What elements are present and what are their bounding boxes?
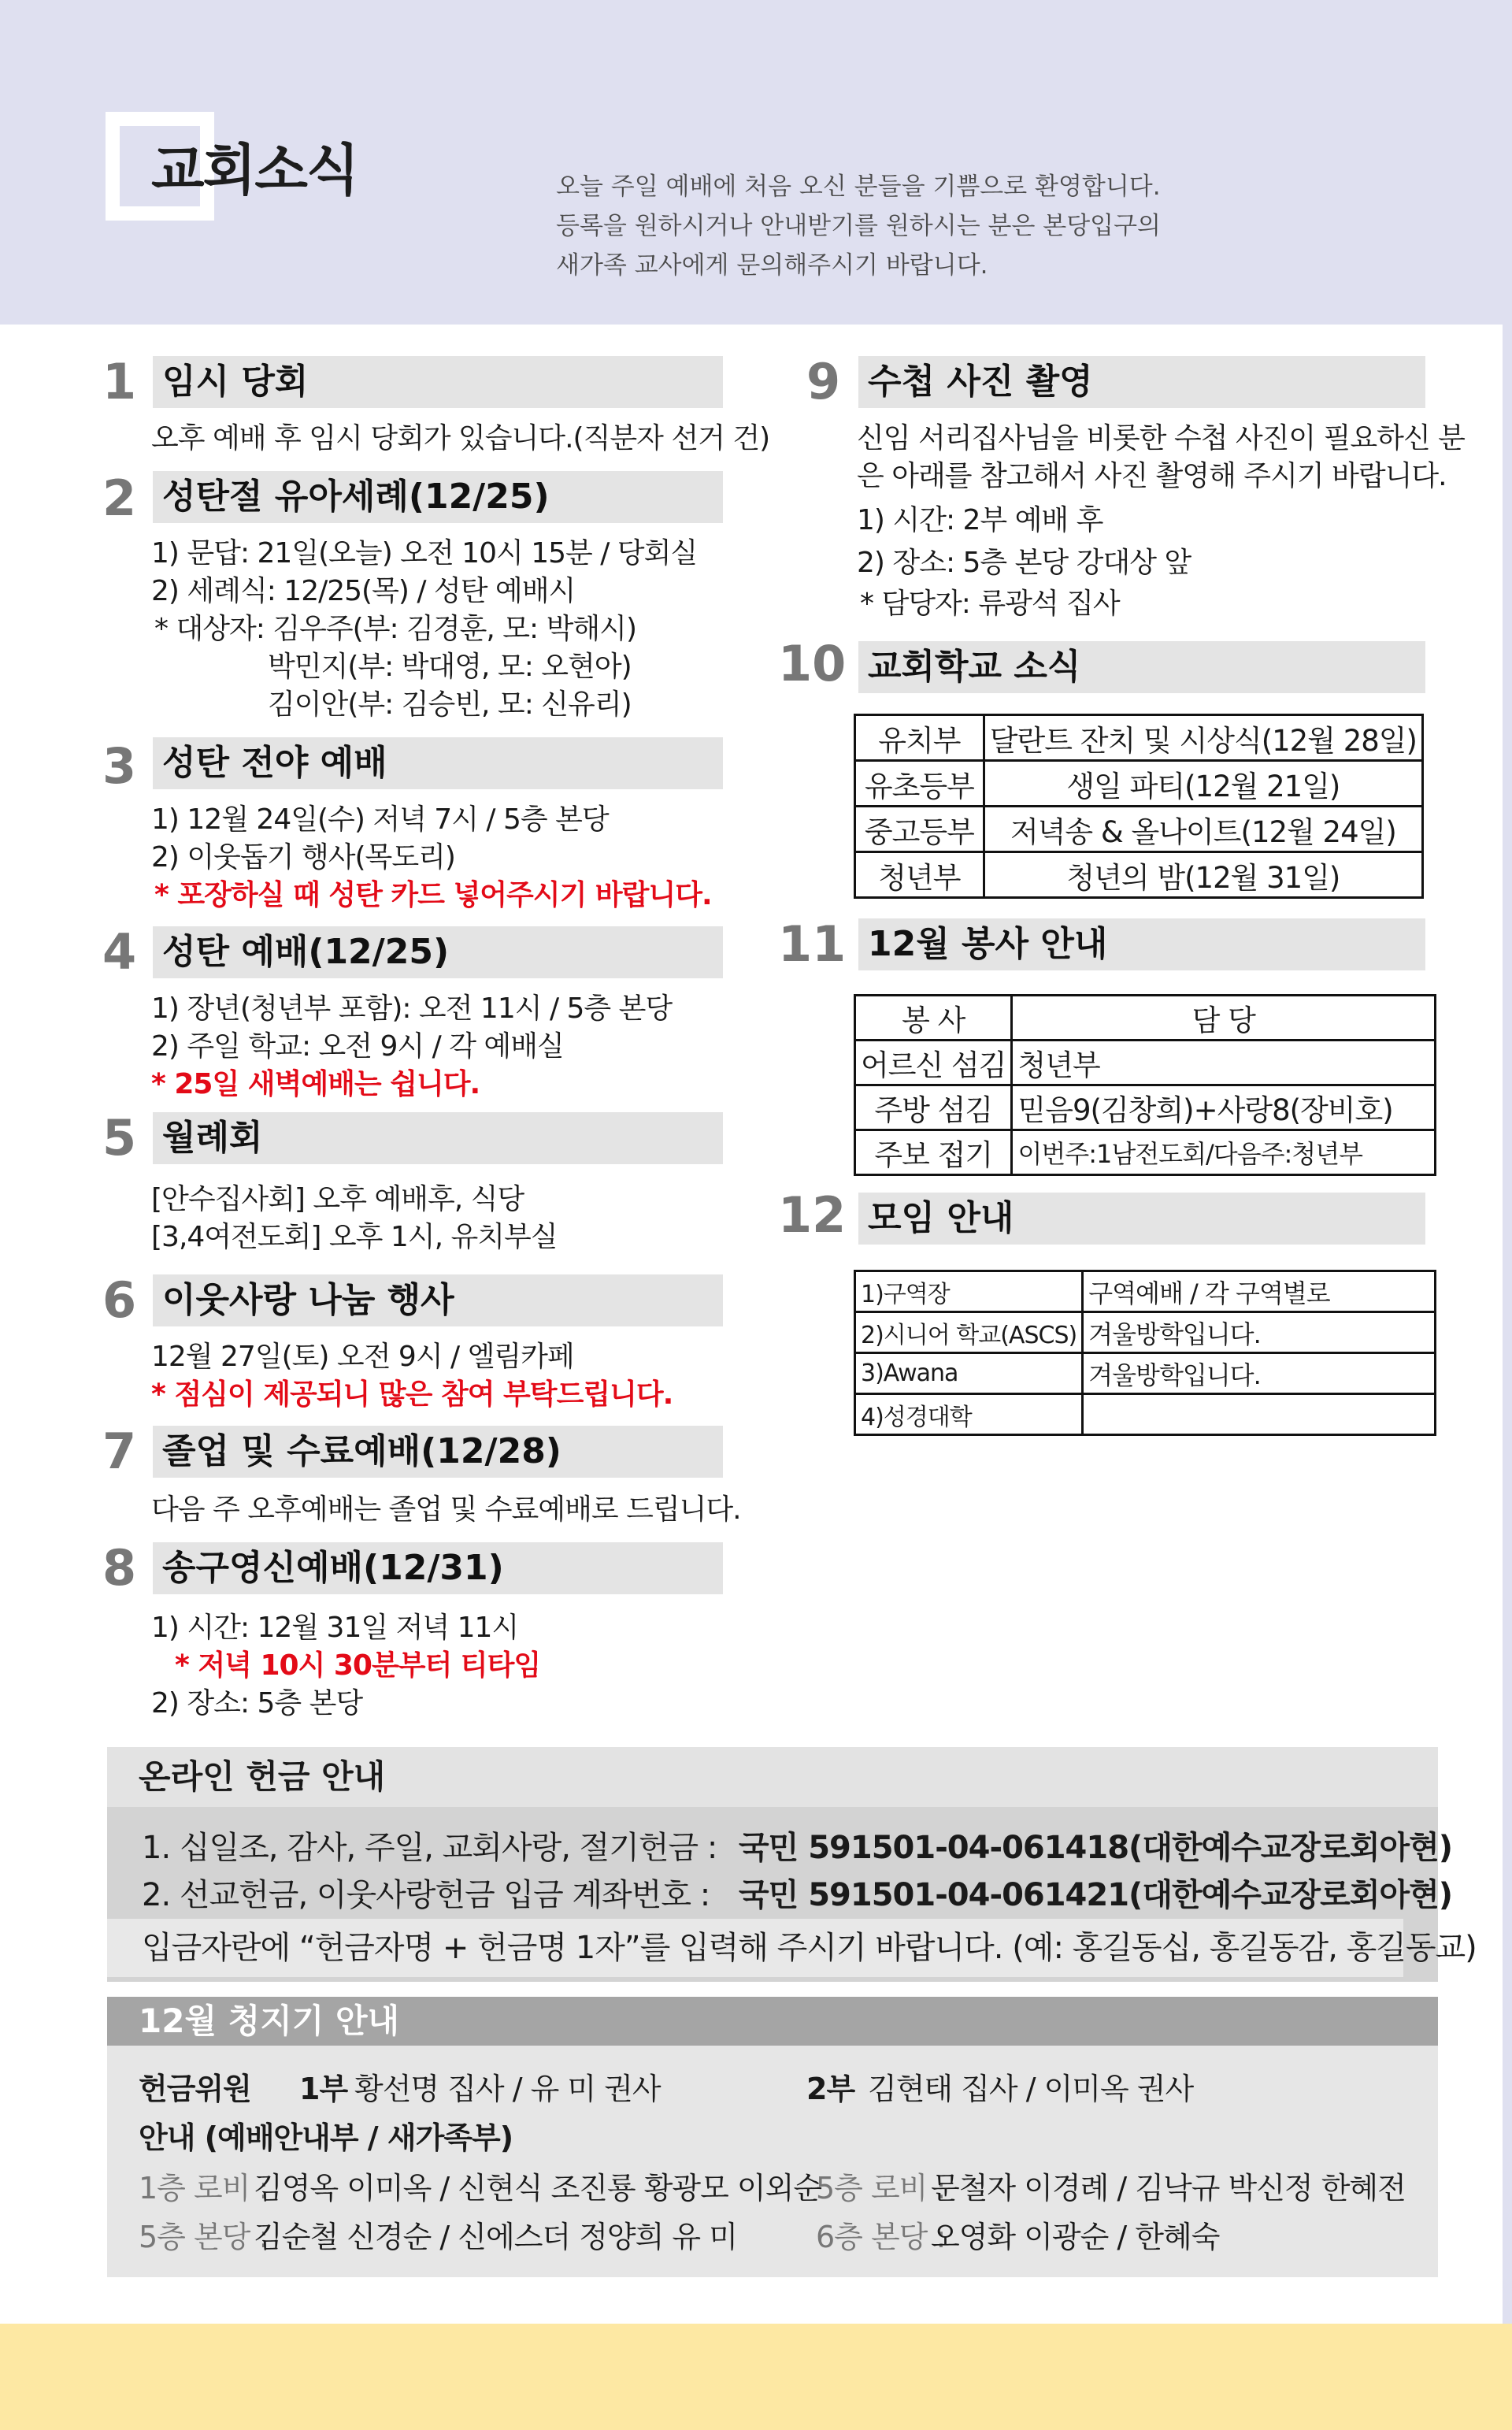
lobby5-names: 문철자 이경례 / 김낙규 박신정 한혜전	[931, 2171, 1406, 2206]
table-cell: 유초등부	[855, 761, 984, 807]
section-number: 2	[102, 469, 137, 527]
section-number: 12	[778, 1186, 847, 1244]
section-title: 졸업 및 수료예배(12/28)	[153, 1426, 723, 1478]
stewards-title: 12월 청지기 안내	[107, 1997, 1438, 2046]
table-cell: 3)Awana	[855, 1353, 1083, 1394]
table-row	[855, 1312, 1436, 1353]
main6-label: 6층 본당 :	[816, 2220, 946, 2254]
table-row	[855, 1271, 1436, 1312]
main5-names: 김순철 신경순 / 신에스더 정양희 유 미	[254, 2220, 737, 2254]
online-offering-title: 온라인 헌금 안내	[107, 1747, 1438, 1807]
section-text: 1) 장년(청년부 포함): 오전 11시 / 5층 본당	[151, 992, 673, 1025]
table-cell	[1083, 1394, 1436, 1435]
section-text: 12월 27일(토) 오전 9시 / 엘림카페	[151, 1341, 574, 1373]
lobby1-label: 1층 로비 :	[139, 2171, 269, 2206]
section-title: 성탄 전야 예배	[153, 737, 723, 789]
table-cell: 유치부	[855, 715, 984, 761]
table-row	[855, 852, 1423, 898]
header-banner	[0, 0, 1512, 325]
table-header-cell: 담 당	[1012, 996, 1436, 1041]
section-number: 6	[102, 1271, 137, 1329]
table-cell: 겨울방학입니다.	[1083, 1312, 1436, 1353]
section-title: 수첩 사진 촬영	[858, 356, 1425, 408]
part1-label: 1부	[299, 2072, 348, 2106]
section-text: 신임 서리집사님을 비롯한 수첩 사진이 필요하신 분	[857, 422, 1465, 454]
table-cell: 겨울방학입니다.	[1083, 1353, 1436, 1394]
table-cell: 4)성경대학	[855, 1394, 1083, 1435]
section-title: 12월 봉사 안내	[858, 918, 1425, 970]
section-number: 10	[778, 635, 847, 692]
welcome-line: 새가족 교사에게 문의해주시기 바랍니다.	[556, 251, 988, 280]
account-number: 국민 591501-04-061421(대한예수교장로회아현)	[739, 1877, 1453, 1913]
table-cell: 저녁송 & 올나이트(12월 24일)	[984, 807, 1422, 852]
section-number: 1	[102, 353, 137, 410]
section-text: 2) 이웃돕기 행사(목도리)	[151, 841, 455, 874]
stewards-body	[107, 2046, 1438, 2277]
table-cell: 중고등부	[855, 807, 984, 852]
section-text: 2) 주일 학교: 오전 9시 / 각 예배실	[151, 1030, 564, 1063]
lobby5-label: 5층 로비 :	[816, 2171, 946, 2206]
section-number: 3	[102, 737, 137, 795]
section-text: 2) 세례식: 12/25(목) / 성탄 예배시	[151, 575, 576, 607]
account-row	[142, 1870, 1453, 1915]
usher-label: 안내 (예배안내부 / 새가족부)	[139, 2120, 513, 2155]
section-text: 은 아래를 참고해서 사진 촬영해 주시기 바랍니다.	[857, 460, 1447, 492]
account-label: 2. 선교헌금, 이웃사랑헌금 입금 계좌번호 :	[142, 1877, 710, 1913]
section-number: 8	[102, 1539, 137, 1597]
section-text: [안수집사회] 오후 예배후, 식당	[151, 1183, 524, 1215]
table-cell: 2)시니어 학교(ASCS)	[855, 1312, 1083, 1353]
section-text: 박민지(부: 박대영, 모: 오현아)	[268, 651, 632, 683]
section-text: 다음 주 오후예배는 졸업 및 수료예배로 드립니다.	[151, 1493, 741, 1526]
table-cell: 믿음9(김창희)+사랑8(장비호)	[1012, 1085, 1436, 1130]
offering-note: 입금자란에 “헌금자명 + 헌금명 1자”를 입력해 주시기 바랍니다. (예: 홍길동십, 홍길동감, 홍길동교)	[107, 1919, 1403, 1977]
table-row	[855, 1353, 1436, 1394]
section-text: * 담당자: 류광석 집사	[860, 588, 1120, 620]
section-text: 1) 시간: 12월 31일 저녁 11시	[151, 1612, 519, 1644]
service-table	[854, 994, 1436, 1176]
section-title: 성탄절 유아세례(12/25)	[153, 471, 723, 523]
main5-label: 5층 본당 :	[139, 2220, 269, 2254]
section-number: 5	[102, 1109, 137, 1167]
meeting-table	[854, 1270, 1436, 1436]
online-offering-body	[107, 1807, 1477, 1982]
section-number: 9	[806, 353, 841, 410]
table-row	[855, 761, 1423, 807]
lobby1-names: 김영옥 이미옥 / 신현식 조진룡 황광모 이외순	[254, 2171, 822, 2206]
section-text: * 대상자: 김우주(부: 김경훈, 모: 박해시)	[154, 613, 637, 645]
welcome-line: 오늘 주일 예배에 처음 오신 분들을 기쁨으로 환영합니다.	[556, 173, 1161, 201]
section-text: 2) 장소: 5층 본당 강대상 앞	[857, 547, 1191, 579]
page-title: 교회소식	[151, 138, 358, 202]
section-title: 이웃사랑 나눔 행사	[153, 1274, 723, 1326]
section-title: 월례회	[153, 1112, 723, 1164]
welcome-line: 등록을 원하시거나 안내받기를 원하시는 분은 본당입구의	[556, 212, 1161, 240]
section-number: 11	[778, 915, 847, 973]
section-title: 교회학교 소식	[858, 641, 1425, 693]
part2-label: 2부	[806, 2072, 855, 2106]
section-title: 모임 안내	[858, 1193, 1425, 1245]
account-number: 국민 591501-04-061418(대한예수교장로회아현)	[739, 1830, 1453, 1866]
section-title: 임시 당회	[153, 356, 723, 408]
table-cell: 청년부	[855, 852, 984, 898]
section-text: 오후 예배 후 임시 당회가 있습니다.(직분자 선거 건)	[151, 422, 770, 454]
table-row	[855, 807, 1423, 852]
table-cell: 주방 섬김	[855, 1085, 1012, 1130]
part1-names: 황선명 집사 / 유 미 권사	[354, 2072, 661, 2106]
school-news-table	[854, 714, 1424, 899]
section-text: 2) 장소: 5층 본당	[151, 1687, 363, 1720]
table-cell: 청년의 밤(12월 31일)	[984, 852, 1422, 898]
welcome-text	[556, 167, 1161, 285]
account-label: 1. 십일조, 감사, 주일, 교회사랑, 절기헌금 :	[142, 1830, 717, 1866]
table-row	[855, 1041, 1436, 1085]
table-cell: 주보 접기	[855, 1130, 1012, 1175]
section-notice: * 25일 새벽예배는 쉽니다.	[151, 1068, 480, 1100]
section-notice: * 저녁 10시 30분부터 티타임	[175, 1649, 541, 1682]
section-text: 김이안(부: 김승빈, 모: 신유리)	[268, 688, 632, 721]
online-offering-box	[107, 1747, 1477, 1982]
right-edge-strip	[1503, 325, 1512, 2324]
table-row	[855, 1130, 1436, 1175]
table-row	[855, 996, 1436, 1041]
section-text: 1) 시간: 2부 예배 후	[857, 504, 1103, 536]
section-number: 4	[102, 923, 137, 981]
section-notice: * 포장하실 때 성탄 카드 넣어주시기 바랍니다.	[154, 879, 712, 911]
part2-names: 김현태 집사 / 이미옥 권사	[868, 2072, 1194, 2106]
table-cell: 생일 파티(12월 21일)	[984, 761, 1422, 807]
section-title: 송구영신예배(12/31)	[153, 1542, 723, 1594]
table-cell: 1)구역장	[855, 1271, 1083, 1312]
main6-names: 오영화 이광순 / 한혜숙	[931, 2220, 1220, 2254]
offering-committee-label: 헌금위원	[139, 2072, 251, 2106]
table-cell: 이번주:1남전도회/다음주:청년부	[1012, 1130, 1436, 1175]
table-row	[855, 1394, 1436, 1435]
footer-band	[0, 2324, 1512, 2430]
table-cell: 청년부	[1012, 1041, 1436, 1085]
account-row	[142, 1823, 1453, 1868]
table-header-cell: 봉 사	[855, 996, 1012, 1041]
section-notice: * 점심이 제공되니 많은 참여 부탁드립니다.	[151, 1378, 673, 1411]
section-text: 1) 12월 24일(수) 저녁 7시 / 5층 본당	[151, 803, 609, 836]
table-row	[855, 715, 1423, 761]
table-cell: 구역예배 / 각 구역별로	[1083, 1271, 1436, 1312]
table-row	[855, 1085, 1436, 1130]
table-cell: 어르신 섬김	[855, 1041, 1012, 1085]
section-text: 1) 문답: 21일(오늘) 오전 10시 15분 / 당회실	[151, 537, 698, 569]
section-title: 성탄 예배(12/25)	[153, 926, 723, 978]
section-number: 7	[102, 1423, 137, 1480]
section-text: [3,4여전도회] 오후 1시, 유치부실	[151, 1221, 558, 1253]
table-cell: 달란트 잔치 및 시상식(12월 28일)	[984, 715, 1422, 761]
